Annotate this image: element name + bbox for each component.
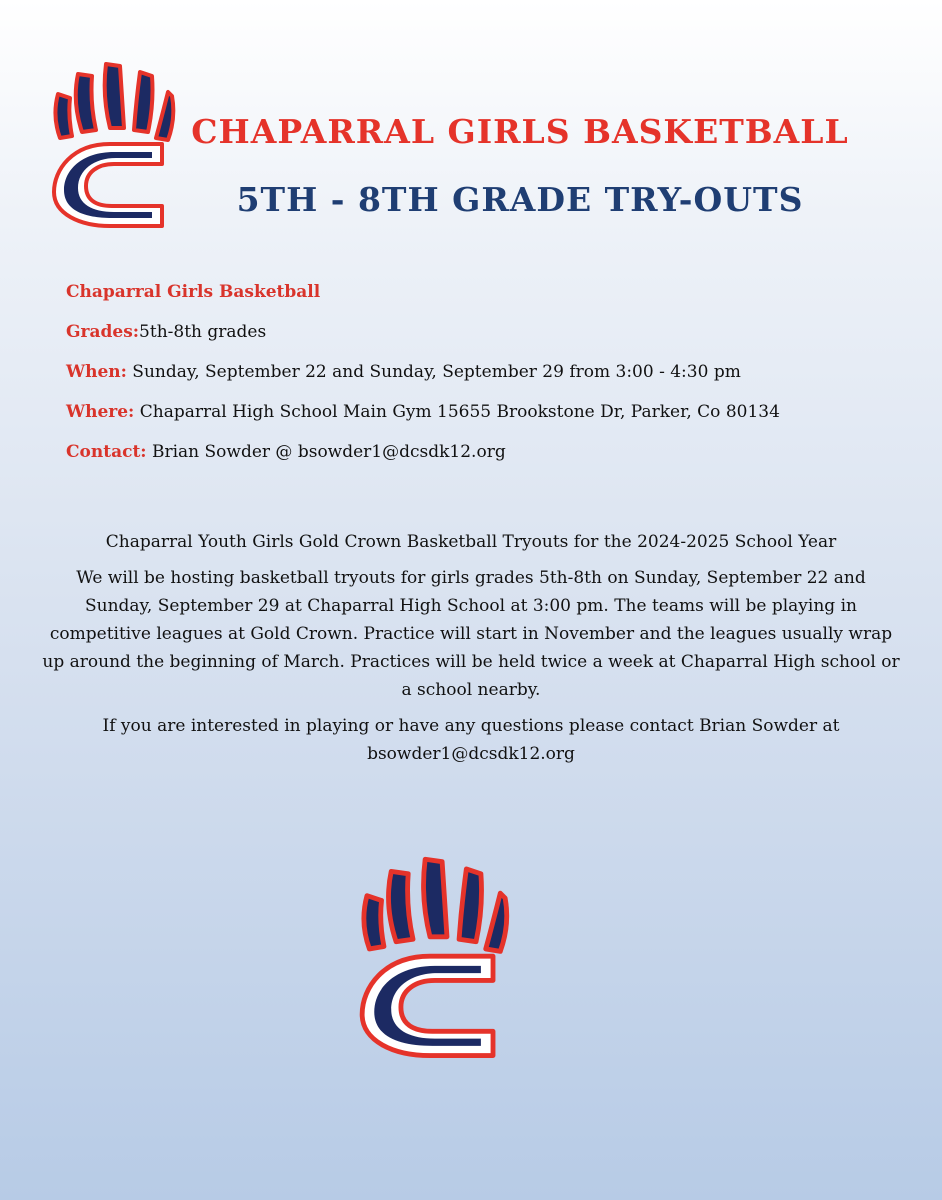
info-heading: Chaparral Girls Basketball <box>66 282 321 302</box>
when-label: When: <box>66 362 127 382</box>
contact-value: Brian Sowder @ bsowder1@dcsdk12.org <box>146 442 506 462</box>
when-value: Sunday, September 22 and Sunday, September 29 from 3:00 - 4:30 pm <box>126 362 741 382</box>
contact-row <box>66 438 906 478</box>
when-row <box>66 358 906 398</box>
body-text <box>40 528 902 776</box>
info-heading-row <box>66 278 906 318</box>
body-paragraph: We will be hosting basketball tryouts for girls grades 5th-8th on Sunday, September 22 and Sunday, September 29 at Chaparral High School at 3:00 pm. The teams will be playing in competitive leagues at Gold Crown. Practice will start in November and the leagues usually wrap up around the beginning of March. Practices will be held twice a week at Chaparral High school or a school nearby. <box>42 568 900 700</box>
body-headline: Chaparral Youth Girls Gold Crown Basketball Tryouts for the 2024-2025 School Year <box>105 532 837 552</box>
where-label: Where: <box>66 402 135 422</box>
grades-label: Grades: <box>66 322 140 342</box>
contact-label: Contact: <box>66 442 147 462</box>
page-subtitle: 5TH - 8TH GRADE TRY-OUTS <box>236 180 804 219</box>
where-value: Chaparral High School Main Gym 15655 Brookstone Dr, Parker, Co 80134 <box>134 402 780 422</box>
info-block <box>66 278 906 478</box>
grades-row <box>66 318 906 358</box>
body-closing: If you are interested in playing or have any questions please contact Brian Sowder at bsowder1@dcsdk12.org <box>102 716 840 764</box>
grades-value: 5th-8th grades <box>139 322 267 342</box>
bear-paw-logo-icon <box>350 852 510 1058</box>
page-title: CHAPARRAL GIRLS BASKETBALL <box>191 112 849 151</box>
where-row <box>66 398 906 438</box>
